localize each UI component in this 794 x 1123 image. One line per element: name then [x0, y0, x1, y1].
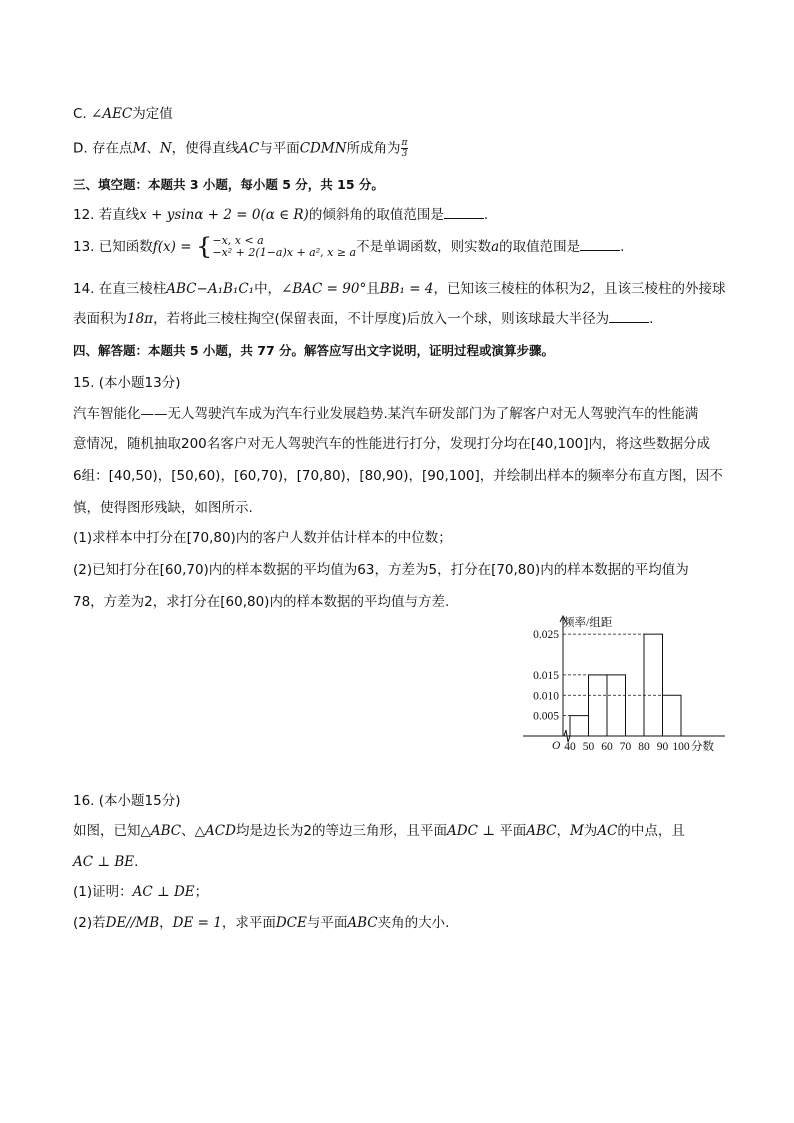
line-ac: AC — [239, 140, 260, 157]
x-tick-label: 70 — [619, 741, 632, 753]
q14-text-c: 且 — [366, 281, 380, 297]
x-tick-label: 90 — [656, 741, 669, 753]
option-c-label: C. — [73, 106, 92, 122]
volume-value: 2 — [581, 281, 591, 297]
q14-end: . — [649, 311, 654, 327]
q14-text-b: 中， — [254, 281, 282, 297]
question-15-heading: 15. (本小题13分) — [73, 375, 181, 391]
q16-s2-text-c: ，求平面 — [221, 915, 276, 931]
q12-number: 12. 若直线 — [73, 207, 140, 223]
q13-text1: 不是单调函数，则实数 — [356, 239, 492, 255]
question-16-line-1 — [73, 821, 685, 841]
q16-s2-text-a: (2)若 — [73, 915, 106, 931]
q16-s1-end: ； — [194, 884, 209, 900]
q16-s2-text-b: ， — [159, 915, 173, 931]
option-d — [73, 138, 408, 159]
q16-s2-text-d: 与平面 — [306, 915, 348, 931]
fraction-denominator: 3 — [401, 149, 408, 159]
segment-ac: AC — [597, 823, 618, 839]
option-d-text1: ，使得直线 — [171, 140, 240, 157]
section-4-title: 四、解答题：本题共 5 小题，共 77 分。解答应写出文字说明，证明过程或演算步骤。 — [73, 343, 555, 358]
histogram-bar — [607, 675, 626, 736]
origin-label: O — [552, 740, 561, 752]
q14-text-e: ，且该三棱柱的外接球 — [590, 281, 726, 297]
option-d-label: D. 存在点 — [73, 140, 133, 157]
question-15-para-2: 意情况，随机抽取200名客户对无人驾驶汽车的性能进行打分，发现打分均在[40,100]内，将这些数据分成 — [73, 436, 711, 452]
angle-bac: ∠BAC = 90° — [281, 281, 367, 297]
q14-text-f: 表面积为 — [73, 311, 127, 327]
histogram-bar — [663, 695, 682, 736]
plane-cdmn: CDMN — [299, 140, 347, 157]
option-d-text3: 所成角为 — [346, 140, 401, 157]
answer-blank — [444, 206, 484, 219]
plane-dce: DCE — [275, 915, 307, 931]
q14-text-a: 14. 在直三棱柱 — [73, 281, 167, 297]
case-1: −x, x < a — [212, 234, 264, 247]
histogram-bar — [589, 675, 608, 736]
question-14-line-2 — [73, 309, 653, 329]
y-axis-label: 频率/组距 — [563, 617, 613, 629]
question-15-sub-2a: (2)已知打分在[60,70)内的样本数据的平均值为63，方差为5，打分在[70,80)内的样本数据的平均值为 — [73, 562, 689, 578]
answer-blank — [609, 310, 649, 323]
q13-var-a: a — [491, 239, 500, 255]
q16-s1-expr: AC ⊥ DE — [132, 884, 195, 900]
answer-blank — [580, 238, 620, 251]
question-16-line-2 — [73, 852, 138, 872]
frequency-histogram — [500, 612, 730, 762]
fraction-numerator: π — [401, 138, 408, 148]
x-tick-label: 60 — [601, 741, 613, 753]
y-tick-label: 0.015 — [533, 669, 559, 682]
question-15-sub-2b: 78，方差为2，求打分在[60,80)内的样本数据的平均值与方差. — [73, 594, 450, 610]
plane-abc-2: ABC — [347, 915, 378, 931]
x-tick-label: 40 — [564, 741, 576, 753]
q16-line2-end: . — [134, 854, 139, 870]
q16-text-e: ， — [556, 823, 570, 839]
q16-text-c: 均是边长为2的等边三角形，且平面 — [235, 823, 448, 839]
piecewise-function: { −x, x < a −x² + 2(1−a)x + a², x ≥ a — [195, 233, 357, 261]
x-tick-label: 50 — [582, 741, 595, 753]
question-14-line-1 — [73, 279, 726, 299]
x-tick-label: 80 — [638, 741, 650, 753]
option-d-text2: 与平面 — [259, 140, 300, 157]
option-c-expr: ∠AEC — [91, 106, 133, 122]
q16-s1-text: (1)证明： — [73, 884, 133, 900]
y-tick-label: 0.005 — [533, 710, 559, 723]
point-m: M — [132, 140, 147, 157]
question-16-heading: 16. (本小题15分) — [73, 793, 181, 809]
question-15-para-4: 慎，使得图形残缺，如图所示. — [73, 500, 253, 516]
edge-bb1: BB₁ = 4 — [379, 281, 434, 297]
q13-text2: 的取值范围是 — [499, 239, 581, 255]
plane-abc: ABC — [526, 823, 557, 839]
option-c — [73, 104, 173, 124]
q16-s2-expr2: DE = 1 — [172, 915, 222, 931]
fraction-pi-over-3 — [401, 138, 409, 159]
q16-s2-text-e: 夹角的大小. — [377, 915, 450, 931]
question-12 — [73, 205, 488, 225]
x-axis-label: 分数 — [691, 741, 714, 753]
y-tick-label: 0.025 — [533, 629, 559, 642]
q13-fx: f(x) = — [152, 239, 192, 255]
histogram-bar — [644, 634, 663, 736]
q16-text-f: 为 — [583, 823, 598, 839]
point-m: M — [569, 823, 584, 839]
q14-text-d: ，已知该三棱柱的体积为 — [433, 281, 582, 297]
q12-text: 的倾斜角的取值范围是 — [308, 207, 444, 223]
case-2: −x² + 2(1−a)x + a², x ≥ a — [212, 246, 357, 259]
question-15-para-1: 汽车智能化——无人驾驶汽车成为汽车行业发展趋势.某汽车研发部门为了解客户对无人驾驶汽车的性能满 — [73, 406, 699, 422]
option-c-text: 为定值 — [132, 106, 173, 122]
q16-text-b: 、 — [181, 823, 195, 839]
question-15-sub-1: (1)求样本中打分在[70,80)内的客户人数并估计样本的中位数； — [73, 530, 452, 546]
triangle-acd: △ACD — [194, 823, 236, 839]
prism-name: ABC−A₁B₁C₁ — [166, 281, 255, 297]
triangle-abc: △ABC — [140, 823, 182, 839]
q12-end: . — [483, 207, 489, 223]
perp-symbol: ⊥ — [477, 823, 500, 839]
separator: 、 — [146, 140, 160, 157]
q16-text-g: 的中点，且 — [617, 823, 685, 839]
question-15-para-3: 6组：[40,50)，[50,60)，[60,70)，[70,80)，[80,90)，[90,100]，并绘制出样本的频率分布直方图，因不 — [73, 468, 723, 484]
q16-s2-expr1: DE//MB — [105, 915, 160, 931]
y-tick-label: 0.010 — [533, 690, 559, 703]
question-13 — [73, 233, 624, 261]
q12-expr: x + ysinα + 2 = 0(α ∈ R) — [139, 207, 309, 223]
q16-text-d: 平面 — [499, 823, 527, 839]
plane-adc: ADC — [447, 823, 478, 839]
x-tick-label: 100 — [672, 741, 690, 753]
point-n: N — [159, 140, 172, 157]
question-16-sub-1 — [73, 882, 208, 902]
histogram-bar — [570, 716, 589, 736]
q16-text-a: 如图，已知 — [73, 823, 141, 839]
section-3-title: 三、填空题：本题共 3 小题，每小题 5 分，共 15 分。 — [73, 177, 384, 192]
condition-ac-perp-be: AC ⊥ BE — [73, 854, 135, 870]
surface-area: 18π — [127, 311, 154, 327]
q13-number: 13. 已知函数 — [73, 239, 153, 255]
q14-text-g: ，若将此三棱柱掏空(保留表面，不计厚度)后放入一个球，则该球最大半径为 — [153, 311, 610, 327]
question-16-sub-2 — [73, 913, 449, 933]
q13-end: . — [620, 239, 625, 255]
